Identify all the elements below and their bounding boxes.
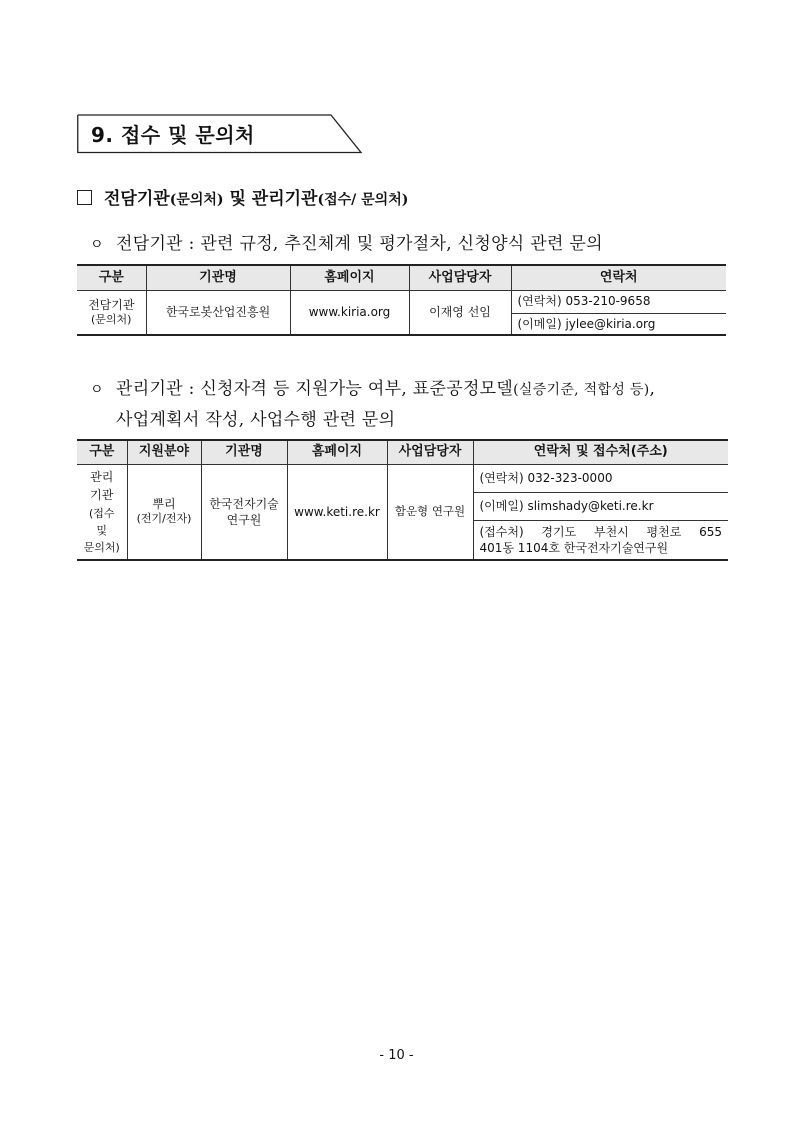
subheading-part1-paren: (문의처) [169, 192, 224, 208]
bullet-text: 전담기관 : 관련 규정, 추진체계 및 평가절차, 신청양식 관련 문의 [116, 234, 603, 254]
section-number: 9. [91, 123, 114, 147]
subheading-part2: 및 관리기관 [223, 189, 318, 209]
category-line1: 전담기관 [88, 297, 135, 312]
header-homepage: 홈페이지 [287, 440, 387, 464]
section-title-text: 접수 및 문의처 [120, 123, 255, 147]
contact-email-cell: (이메일) slimshady@keti.re.kr [473, 492, 728, 520]
field-cell [127, 464, 201, 560]
bullet-text-paren: (실증기준, 적합성 등) [513, 382, 650, 398]
bullet-dedicated-agency [90, 229, 603, 254]
homepage-cell: www.keti.re.kr [287, 464, 387, 560]
bullet-continuation: 사업계획서 작성, 사업수행 관련 문의 [116, 410, 396, 430]
header-manager: 사업담당자 [387, 440, 473, 464]
dedicated-agency-table [77, 264, 726, 336]
address-line1: (접수처) 경기도 부천시 평천로 655 [479, 524, 722, 539]
field-line2: (전기/전자) [136, 512, 192, 526]
category-line2: (문의처) [91, 312, 132, 326]
category-line: 및 [96, 523, 108, 537]
org-line1: 한국전자기술 [209, 496, 279, 511]
page-number: - 10 - [379, 1048, 414, 1063]
header-contact: 연락처 [511, 265, 726, 290]
subheading [77, 184, 408, 209]
category-line: (접수 [88, 506, 115, 520]
field-line1: 뿌리 [152, 497, 176, 512]
category-line: 관리 [90, 469, 114, 484]
category-cell [77, 464, 127, 560]
section-title [91, 119, 255, 148]
table-row [77, 464, 728, 492]
contact-phone-cell: (연락처) 032-323-0000 [473, 464, 728, 492]
homepage-cell: www.kiria.org [290, 290, 409, 335]
contact-email-cell: (이메일) jylee@kiria.org [511, 313, 726, 335]
header-contact-address: 연락처 및 접수처(주소) [473, 440, 728, 464]
bullet-mark-icon: ㅇ [90, 382, 104, 398]
section-heading [77, 114, 363, 154]
subheading-part2-paren: (접수/ 문의처) [317, 192, 409, 208]
header-org: 기관명 [201, 440, 287, 464]
category-cell [77, 290, 146, 335]
category-line: 기관 [90, 488, 114, 503]
address-cell [473, 520, 728, 560]
header-homepage: 홈페이지 [290, 265, 409, 290]
table-row [77, 290, 726, 313]
bullet-text-tail: , [649, 379, 656, 399]
bullet-mark-icon: ㅇ [90, 237, 104, 253]
table-header-row [77, 265, 726, 290]
manager-cell: 함운형 연구원 [387, 464, 473, 560]
header-category: 구분 [77, 265, 146, 290]
header-category: 구분 [77, 440, 127, 464]
header-manager: 사업담당자 [409, 265, 511, 290]
checkbox-square-icon [77, 190, 92, 205]
header-org: 기관명 [146, 265, 290, 290]
category-line: 문의처) [83, 540, 120, 554]
subheading-part1: 전담기관 [104, 189, 170, 209]
bullet-text: 관리기관 : 신청자격 등 지원가능 여부, 표준공정모델 [116, 379, 514, 399]
address-line2: 401동 1104호 한국전자기술연구원 [479, 540, 669, 555]
management-agency-table [77, 439, 728, 561]
header-field: 지원분야 [127, 440, 201, 464]
bullet-management-agency [90, 374, 655, 399]
table-header-row [77, 440, 728, 464]
contact-phone-cell: (연락처) 053-210-9658 [511, 290, 726, 313]
manager-cell: 이재영 선임 [409, 290, 511, 335]
org-line2: 연구원 [226, 512, 262, 527]
org-cell [201, 464, 287, 560]
org-cell: 한국로봇산업진흥원 [146, 290, 290, 335]
